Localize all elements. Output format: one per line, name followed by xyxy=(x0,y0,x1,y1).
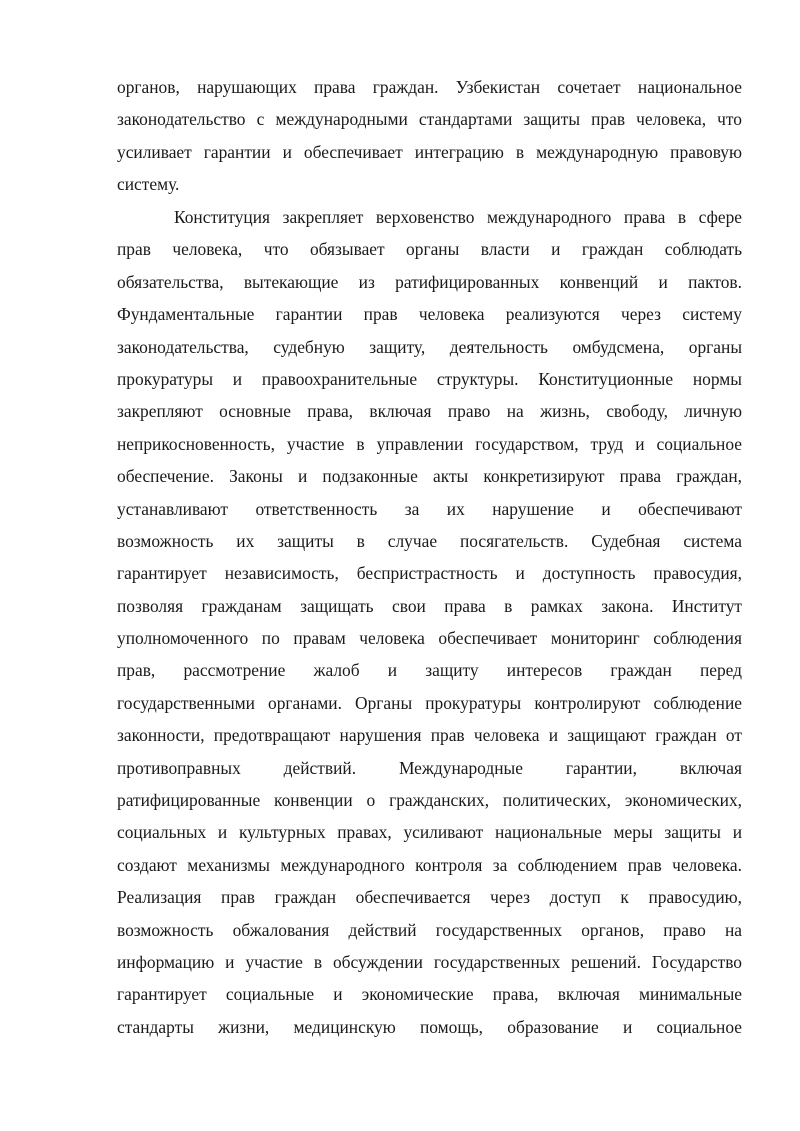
text-line: устанавливают ответственность за их нарушение и обеспечивают xyxy=(117,498,742,519)
text-line: законодательства, судебную защиту, деятельность омбудсмена, органы xyxy=(117,336,742,357)
text-line: законодательство с международными стандартами защиты прав человека, что xyxy=(117,109,742,130)
text-line: создают механизмы международного контроля за соблюдением прав человека. xyxy=(117,854,742,875)
text-line: стандарты жизни, медицинскую помощь, образование и социальное xyxy=(117,1016,742,1037)
text-line: гарантирует социальные и экономические права, включая минимальные xyxy=(117,984,742,1005)
text-line: Конституция закрепляет верховенство международного права в сфере xyxy=(174,207,742,227)
text-line: неприкосновенность, участие в управлении государством, труд и социальное xyxy=(117,433,742,454)
paragraph-continuation xyxy=(117,71,742,201)
text-line: социальных и культурных правах, усиливают национальные меры защиты и xyxy=(117,822,742,843)
text-line: обязательства, вытекающие из ратифицированных конвенций и пактов. xyxy=(117,271,742,292)
text-line: информацию и участие в обсуждении государственных решений. Государство xyxy=(117,951,742,972)
paragraph-main xyxy=(117,201,742,1043)
text-line: усиливает гарантии и обеспечивает интеграцию в международную правовую xyxy=(117,141,742,162)
text-line: противоправных действий. Международные гарантии, включая xyxy=(117,757,742,778)
text-line: возможность обжалования действий государственных органов, право на xyxy=(117,919,742,940)
text-line: прав, рассмотрение жалоб и защиту интересов граждан перед xyxy=(117,660,742,681)
text-line: Фундаментальные гарантии прав человека реализуются через систему xyxy=(117,304,742,325)
text-line: Реализация прав граждан обеспечивается через доступ к правосудию, xyxy=(117,887,742,908)
text-line: возможность их защиты в случае посягательств. Судебная система xyxy=(117,530,742,551)
text-line: законности, предотвращают нарушения прав человека и защищают граждан от xyxy=(117,725,742,746)
text-line: прокуратуры и правоохранительные структуры. Конституционные нормы xyxy=(117,368,742,389)
text-line: уполномоченного по правам человека обеспечивает мониторинг соблюдения xyxy=(117,628,742,649)
text-line: обеспечение. Законы и подзаконные акты конкретизируют права граждан, xyxy=(117,466,742,487)
text-line: закрепляют основные права, включая право на жизнь, свободу, личную xyxy=(117,401,742,422)
text-line: государственными органами. Органы прокуратуры контролируют соблюдение xyxy=(117,692,742,713)
text-line: гарантирует независимость, беспристрастность и доступность правосудия, xyxy=(117,563,742,584)
text-line: ратифицированные конвенции о гражданских, политических, экономических, xyxy=(117,790,742,811)
text-line: позволяя гражданам защищать свои права в рамках закона. Институт xyxy=(117,595,742,616)
text-line: систему. xyxy=(117,174,180,195)
text-line: органов, нарушающих права граждан. Узбекистан сочетает национальное xyxy=(117,77,742,97)
text-line: прав человека, что обязывает органы власти и граждан соблюдать xyxy=(117,239,742,260)
